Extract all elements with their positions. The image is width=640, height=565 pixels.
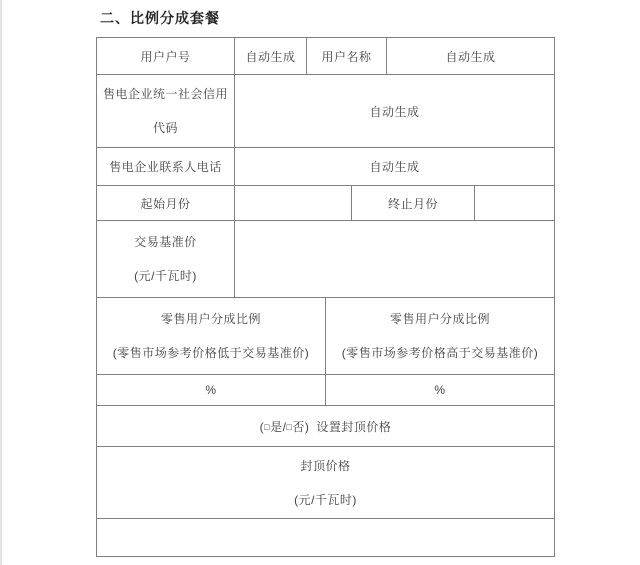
open-paren: ( [259,419,265,434]
table-row [97,447,555,519]
share-ratio-low-percent-cell[interactable]: % [97,375,326,406]
start-month-label: 起始月份 [97,186,235,221]
cap-price-label: 封顶价格 (元/千瓦时) [97,447,555,519]
share-ratio-high-label: 零售用户分成比例 (零售市场参考价格高于交易基准价) [326,298,555,375]
table-row [97,75,555,148]
user-account-label: 用户户号 [97,38,235,75]
share-ratio-low-label: 零售用户分成比例 (零售市场参考价格低于交易基准价) [97,298,326,375]
no-option-label: 否 [292,419,305,434]
table-row [97,519,555,557]
user-name-value: 自动生成 [387,38,555,75]
package-form-table [96,37,555,557]
user-name-label: 用户名称 [307,38,387,75]
table-row [97,148,555,186]
cap-price-option-cell [97,406,555,447]
base-price-label: 交易基准价 (元/千瓦时) [97,221,235,298]
user-account-value: 自动生成 [235,38,307,75]
credit-code-value: 自动生成 [235,75,555,148]
close-paren: ) [304,419,310,434]
end-month-input-cell[interactable] [475,186,555,221]
credit-code-label: 售电企业统一社会信用 代码 [97,75,235,148]
table-row [97,375,555,406]
contact-phone-value: 自动生成 [235,148,555,186]
table-row [97,186,555,221]
table-row [97,38,555,75]
table-row [97,406,555,447]
page-left-edge [0,0,2,565]
cap-price-input-cell[interactable] [97,519,555,557]
end-month-label: 终止月份 [352,186,475,221]
share-ratio-high-percent-cell[interactable]: % [326,375,555,406]
start-month-input-cell[interactable] [235,186,352,221]
yes-option-label: 是 [270,419,283,434]
section-title: 二、比例分成套餐 [100,10,220,26]
table-row [97,298,555,375]
contact-phone-label: 售电企业联系人电话 [97,148,235,186]
yes-checkbox-icon[interactable]: □ [264,421,271,432]
cap-price-option-label: 设置封顶价格 [316,419,392,434]
table-row [97,221,555,298]
base-price-input-cell[interactable] [235,221,555,298]
no-checkbox-icon[interactable]: □ [286,421,293,432]
option-separator: / [282,419,287,434]
